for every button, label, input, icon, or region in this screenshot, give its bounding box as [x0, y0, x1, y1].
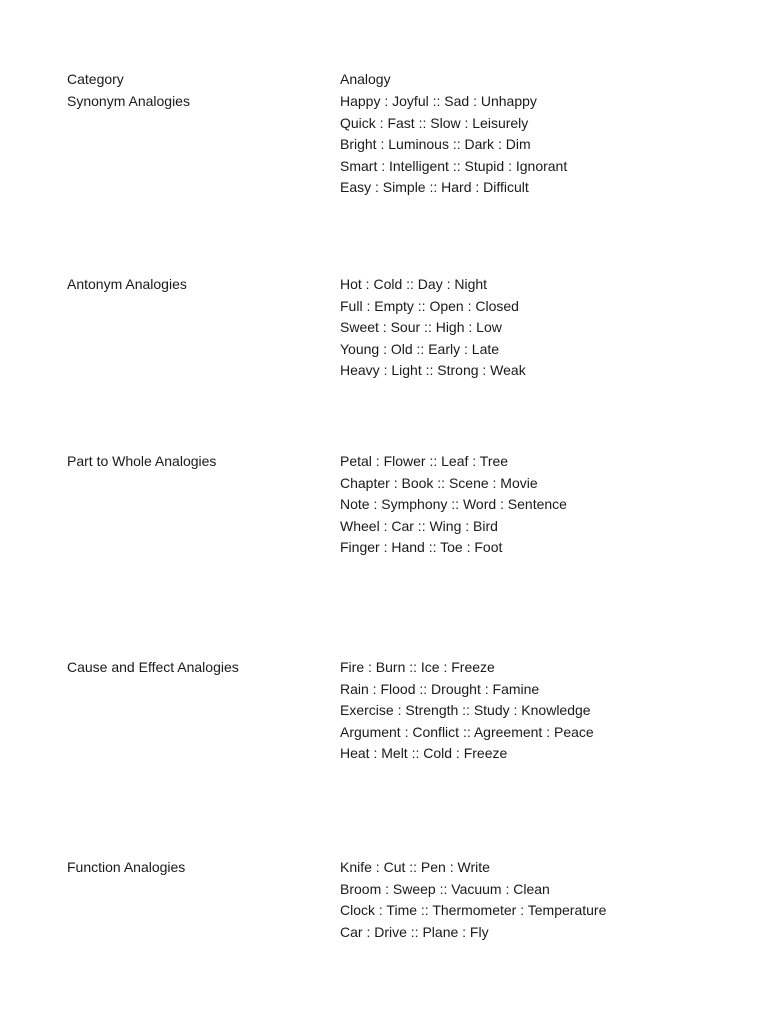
analogy-item: Exercise : Strength :: Study : Knowledge [340, 702, 591, 719]
analogy-item: Smart : Intelligent :: Stupid : Ignorant [340, 157, 568, 174]
analogy-item: Knife : Cut :: Pen : Write [340, 859, 490, 875]
analogy-item: Petal : Flower :: Leaf : Tree [340, 453, 509, 469]
analogy-item: Clock : Time :: Thermometer : Temperature [340, 902, 607, 919]
analogy-item: Hot : Cold :: Day : Night [340, 276, 488, 292]
analogy-item: Sweet : Sour :: High : Low [340, 319, 502, 336]
analogy-item: Argument : Conflict :: Agreement : Peace [340, 723, 594, 740]
analogy-item: Chapter : Book :: Scene : Movie [340, 474, 538, 491]
analogy-list [340, 857, 606, 943]
analogy-item: Fire : Burn :: Ice : Freeze [340, 659, 495, 675]
analogy-list [340, 91, 567, 199]
analogy-item: Wheel : Car :: Wing : Bird [340, 517, 498, 534]
analogy-list [340, 451, 567, 559]
analogy-item: Rain : Flood :: Drought : Famine [340, 680, 540, 697]
category-label: Synonym Analogies [67, 93, 190, 109]
analogy-item: Young : Old :: Early : Late [340, 340, 500, 357]
analogy-item: Quick : Fast :: Slow : Leisurely [340, 114, 529, 131]
analogy-item: Car : Drive :: Plane : Fly [340, 923, 489, 940]
analogy-item: Note : Symphony :: Word : Sentence [340, 496, 567, 513]
category-column-header: Category [67, 71, 124, 87]
category-label: Function Analogies [67, 859, 186, 875]
category-label: Antonym Analogies [67, 276, 187, 292]
analogy-item: Full : Empty :: Open : Closed [340, 297, 519, 314]
category-label: Cause and Effect Analogies [67, 659, 239, 675]
analogy-item: Heavy : Light :: Strong : Weak [340, 362, 526, 379]
analogy-list [340, 274, 526, 382]
category-label: Part to Whole Analogies [67, 453, 217, 469]
analogy-column-header: Analogy [340, 71, 391, 87]
analogy-item: Broom : Sweep :: Vacuum : Clean [340, 880, 550, 897]
analogy-item: Easy : Simple :: Hard : Difficult [340, 179, 529, 196]
analogy-item: Happy : Joyful :: Sad : Unhappy [340, 93, 537, 109]
analogy-item: Heat : Melt :: Cold : Freeze [340, 745, 508, 762]
analogy-list [340, 657, 594, 765]
analogy-item: Finger : Hand :: Toe : Foot [340, 539, 503, 556]
analogy-item: Bright : Luminous :: Dark : Dim [340, 136, 531, 153]
